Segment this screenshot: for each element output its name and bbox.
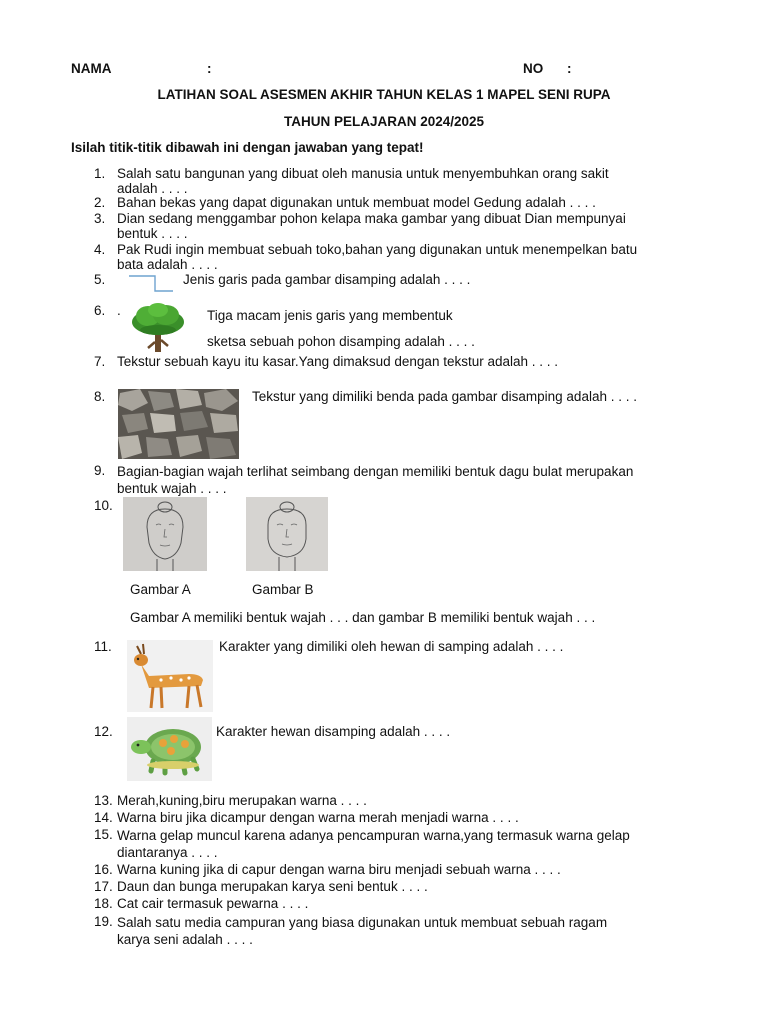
q15-line1: Warna gelap muncul karena adanya pencampuran warna,yang termasuk warna gelap [117,828,630,843]
deer-image [127,640,213,712]
line-shape-image [128,272,174,294]
turtle-image [127,717,212,781]
q4-line1: Pak Rudi ingin membuat sebuah toko,bahan yang digunakan untuk menempelkan batu [117,242,638,257]
nama-label: NAMA [71,61,112,76]
q9-text [117,463,633,497]
q9-number: 9. [94,463,106,478]
q17-number: 17. [94,879,113,894]
q19-line1: Salah satu media campuran yang biasa digunakan untuk membuat sebuah ragam [117,915,608,930]
q12-text: Karakter hewan disamping adalah . . . . [216,724,451,739]
q19-number: 19. [94,914,113,929]
q8-number: 8. [94,389,106,404]
q15-line2: diantaranya . . . . [117,845,218,860]
q4-number: 4. [94,242,106,257]
face-image-b [246,497,328,571]
q14-text: Warna biru jika dicampur dengan warna merah menjadi warna . . . . [117,810,519,825]
q19-line2: karya seni adalah . . . . [117,932,253,947]
q4-text [117,242,637,272]
q1-line2: adalah . . . . [117,181,188,196]
q1-number: 1. [94,166,106,181]
q11-text: Karakter yang dimiliki oleh hewan di samping adalah . . . . [219,639,564,654]
rocks-image [118,389,239,459]
q7-text: Tekstur sebuah kayu itu kasar.Yang dimaksud dengan tekstur adalah . . . . [117,354,559,369]
q15-number: 15. [94,827,113,842]
q3-line2: bentuk . . . . [117,226,188,241]
no-label: NO [523,61,544,76]
q9-line1: Bagian-bagian wajah terlihat seimbang dengan memiliki bentuk dagu bulat merupakan [117,464,634,479]
face-image-a [123,497,207,571]
q9-line2: bentuk wajah . . . . [117,481,227,496]
q10-number: 10. [94,498,113,513]
q13-text: Merah,kuning,biru merupakan warna . . . . [117,793,367,808]
q3-number: 3. [94,211,106,226]
q14-number: 14. [94,810,113,825]
page-subtitle: TAHUN PELAJARAN 2024/2025 [283,114,485,129]
q18-number: 18. [94,896,113,911]
q6-number: 6. [94,303,106,318]
q16-text: Warna kuning jika di capur dengan warna biru menjadi sebuah warna . . . . [117,862,561,877]
q18-text: Cat cair termasuk pewarna . . . . [117,896,309,911]
q2-text: Bahan bekas yang dapat digunakan untuk membuat model Gedung adalah . . . . [117,195,596,210]
tree-image [128,302,188,354]
q3-text [117,211,626,241]
q16-number: 16. [94,862,113,877]
q5-number: 5. [94,272,106,287]
nama-colon: : [207,61,212,76]
q10-text: Gambar A memiliki bentuk wajah . . . dan gambar B memiliki bentuk wajah . . . [130,610,596,625]
instruction: Isilah titik-titik dibawah ini dengan jawaban yang tepat! [71,140,424,155]
q15-text [117,827,630,861]
q4-line2: bata adalah . . . . [117,257,218,272]
q1-line1: Salah satu bangunan yang dibuat oleh manusia untuk menyembuhkan orang sakit [117,166,609,181]
q6-text [207,303,475,355]
no-colon: : [567,61,572,76]
q7-number: 7. [94,354,106,369]
q8-text: Tekstur yang dimiliki benda pada gambar disamping adalah . . . . [252,389,637,404]
q19-text [117,914,607,948]
q6-dot: . [117,303,121,318]
q6-line1: Tiga macam jenis garis yang membentuk [207,308,453,323]
q17-text: Daun dan bunga merupakan karya seni bentuk . . . . [117,879,428,894]
q2-number: 2. [94,195,106,210]
q11-number: 11. [94,639,112,654]
q1-text [117,166,609,196]
caption-gambar-b: Gambar B [252,582,314,597]
q13-number: 13. [94,793,113,808]
caption-gambar-a: Gambar A [130,582,191,597]
q12-number: 12. [94,724,113,739]
q5-text: Jenis garis pada gambar disamping adalah . . . . [183,272,471,287]
q3-line1: Dian sedang menggambar pohon kelapa maka gambar yang dibuat Dian mempunyai [117,211,626,226]
q6-line2: sketsa sebuah pohon disamping adalah . . . . [207,334,475,349]
page-title: LATIHAN SOAL ASESMEN AKHIR TAHUN KELAS 1 MAPEL SENI RUPA [157,87,611,102]
